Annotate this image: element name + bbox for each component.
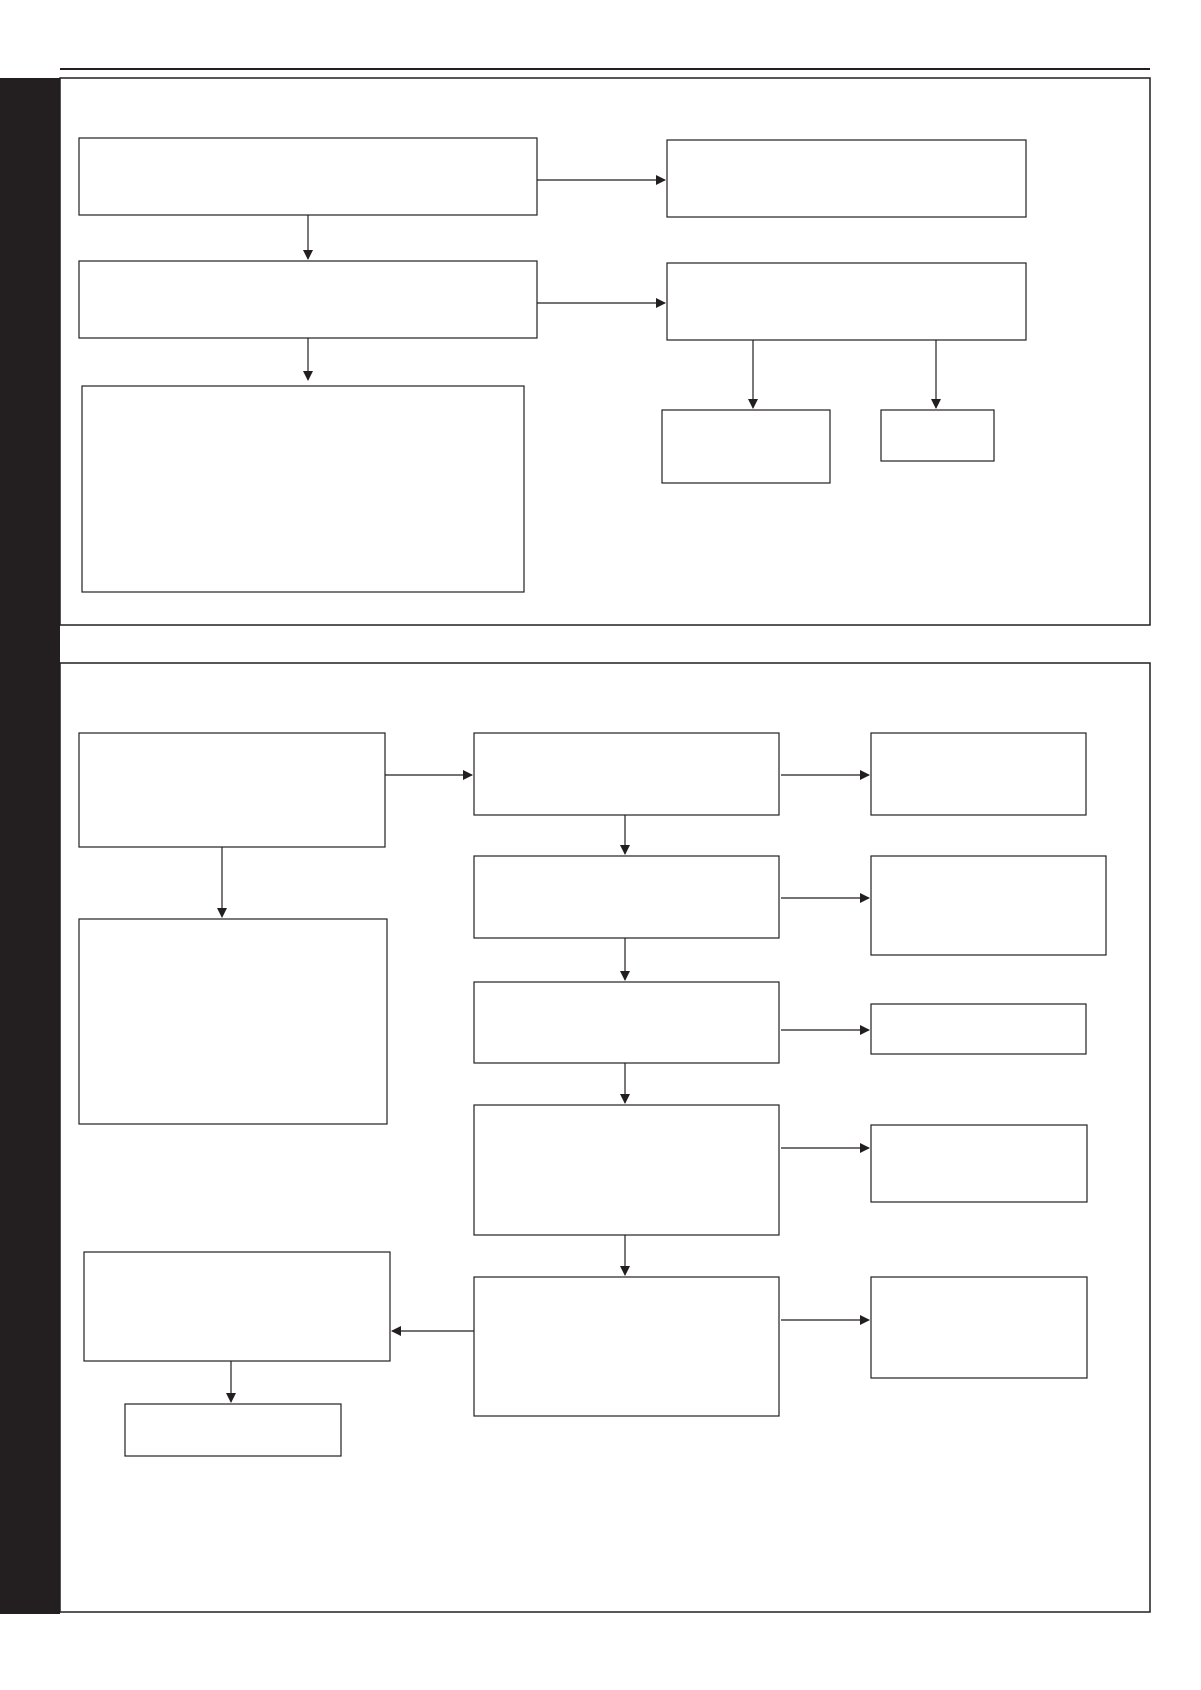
flow-box bbox=[474, 856, 779, 938]
flow-box bbox=[871, 733, 1086, 815]
flow-box bbox=[79, 261, 537, 338]
flow-box bbox=[474, 982, 779, 1063]
flow-box bbox=[881, 410, 994, 461]
flow-box bbox=[474, 1277, 779, 1416]
bottom-flowchart-panel bbox=[60, 663, 1150, 1612]
flow-box bbox=[474, 1105, 779, 1235]
flow-box bbox=[84, 1252, 390, 1361]
flow-box bbox=[662, 410, 830, 483]
flow-box bbox=[871, 1277, 1087, 1378]
flow-box bbox=[79, 138, 537, 215]
flow-box bbox=[667, 140, 1026, 217]
flow-box bbox=[82, 386, 524, 592]
flow-box bbox=[871, 1125, 1087, 1202]
flow-box bbox=[79, 919, 387, 1124]
flow-box bbox=[667, 263, 1026, 340]
flow-box bbox=[871, 1004, 1086, 1054]
top-flowchart-panel bbox=[60, 78, 1150, 625]
flow-box bbox=[474, 733, 779, 815]
flow-box bbox=[871, 856, 1106, 955]
flow-box bbox=[125, 1404, 341, 1456]
flow-box bbox=[79, 733, 385, 847]
left-side-bar bbox=[0, 78, 60, 1614]
